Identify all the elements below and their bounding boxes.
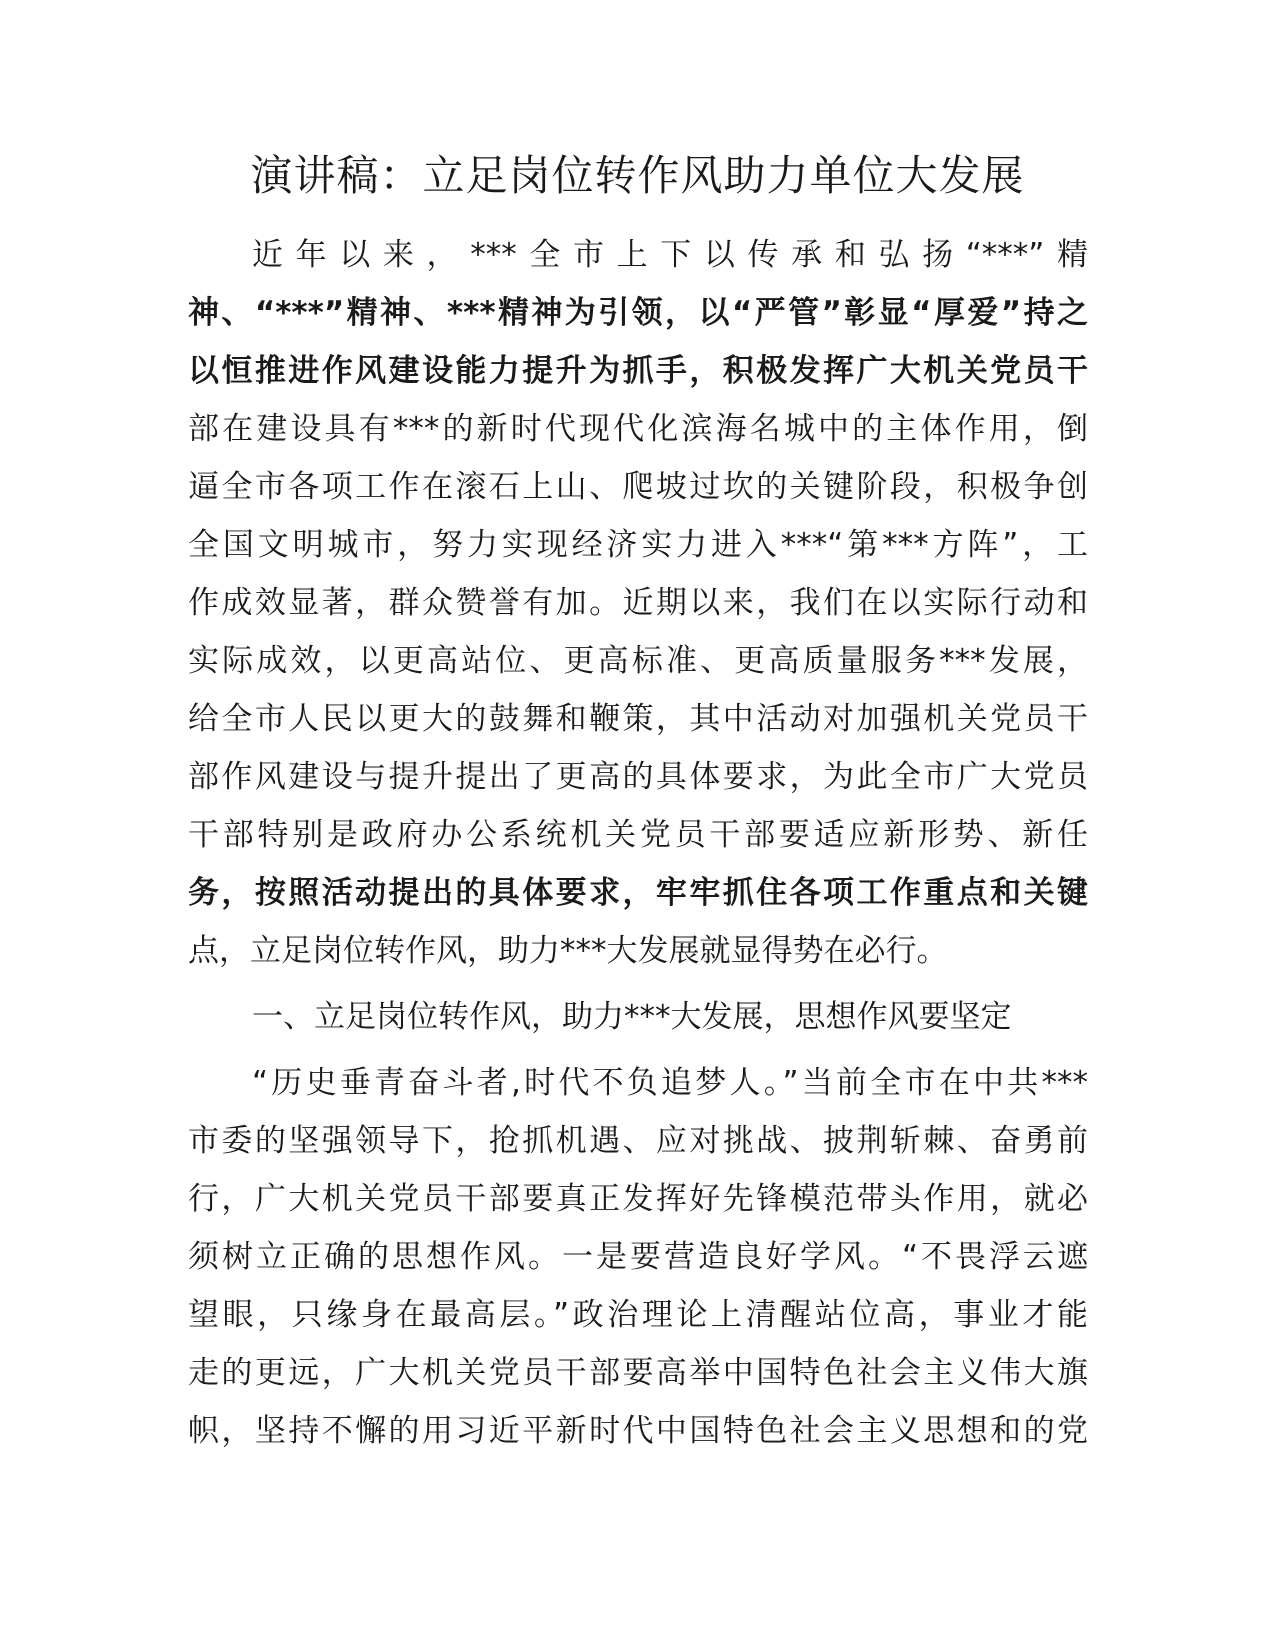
paragraph-line: 点，立足岗位转作风，助力***大发展就显得势在必行。 bbox=[188, 933, 948, 969]
paragraph-1 bbox=[188, 226, 1088, 980]
paragraph-line: 部在建设具有***的新时代现代化滨海名城中的主体作用，倒 bbox=[188, 411, 1088, 447]
paragraph-line: 实际成效，以更高站位、更高标准、更高质量服务***发展， bbox=[188, 643, 1088, 679]
paragraph-line: 作成效显著，群众赞誉有加。近期以来，我们在以实际行动和 bbox=[188, 585, 1088, 621]
paragraph-line: 干部特别是政府办公系统机关党员干部要适应新形势、新任 bbox=[188, 817, 1088, 853]
paragraph-line: 给全市人民以更大的鼓舞和鞭策，其中活动对加强机关党员干 bbox=[188, 701, 1088, 737]
paragraph-line: 神、“***”精神、***精神为引领，以“严管”彰显“厚爱”持之 bbox=[188, 295, 1088, 331]
paragraph-line: 须树立正确的思想作风。一是要营造良好学风。“不畏浮云遮 bbox=[188, 1239, 1088, 1275]
document-body bbox=[188, 226, 1088, 1460]
paragraph-line: 行，广大机关党员干部要真正发挥好先锋模范带头作用，就必 bbox=[188, 1181, 1088, 1217]
paragraph-line: 近年以来，***全市上下以传承和弘扬“***”精 bbox=[252, 237, 1088, 273]
paragraph-line: 帜，坚持不懈的用习近平新时代中国特色社会主义思想和的党 bbox=[188, 1413, 1088, 1449]
paragraph-line: 望眼，只缘身在最高层。”政治理论上清醒站位高，事业才能 bbox=[188, 1297, 1088, 1333]
paragraph-line: 走的更远，广大机关党员干部要高举中国特色社会主义伟大旗 bbox=[188, 1355, 1088, 1391]
paragraph-2 bbox=[188, 1054, 1088, 1460]
paragraph-line: “历史垂青奋斗者,时代不负追梦人。”当前全市在中共*** bbox=[252, 1065, 1088, 1101]
paragraph-line: 以恒推进作风建设能力提升为抓手，积极发挥广大机关党员干 bbox=[188, 353, 1088, 389]
paragraph-line: 部作风建设与提升提出了更高的具体要求，为此全市广大党员 bbox=[188, 759, 1088, 795]
section-heading: 一、立足岗位转作风，助力***大发展，思想作风要坚定 bbox=[252, 999, 1012, 1035]
paragraph-line: 全国文明城市，努力实现经济实力进入***“第***方阵”，工 bbox=[188, 527, 1088, 563]
paragraph-line: 市委的坚强领导下，抢抓机遇、应对挑战、披荆斩棘、奋勇前 bbox=[188, 1123, 1088, 1159]
document-title: 演讲稿：立足岗位转作风助力单位大发展 bbox=[250, 151, 1025, 200]
paragraph-line: 务，按照活动提出的具体要求，牢牢抓住各项工作重点和关键 bbox=[188, 875, 1088, 911]
paragraph-line: 逼全市各项工作在滚石上山、爬坡过坎的关键阶段，积极争创 bbox=[188, 469, 1088, 505]
